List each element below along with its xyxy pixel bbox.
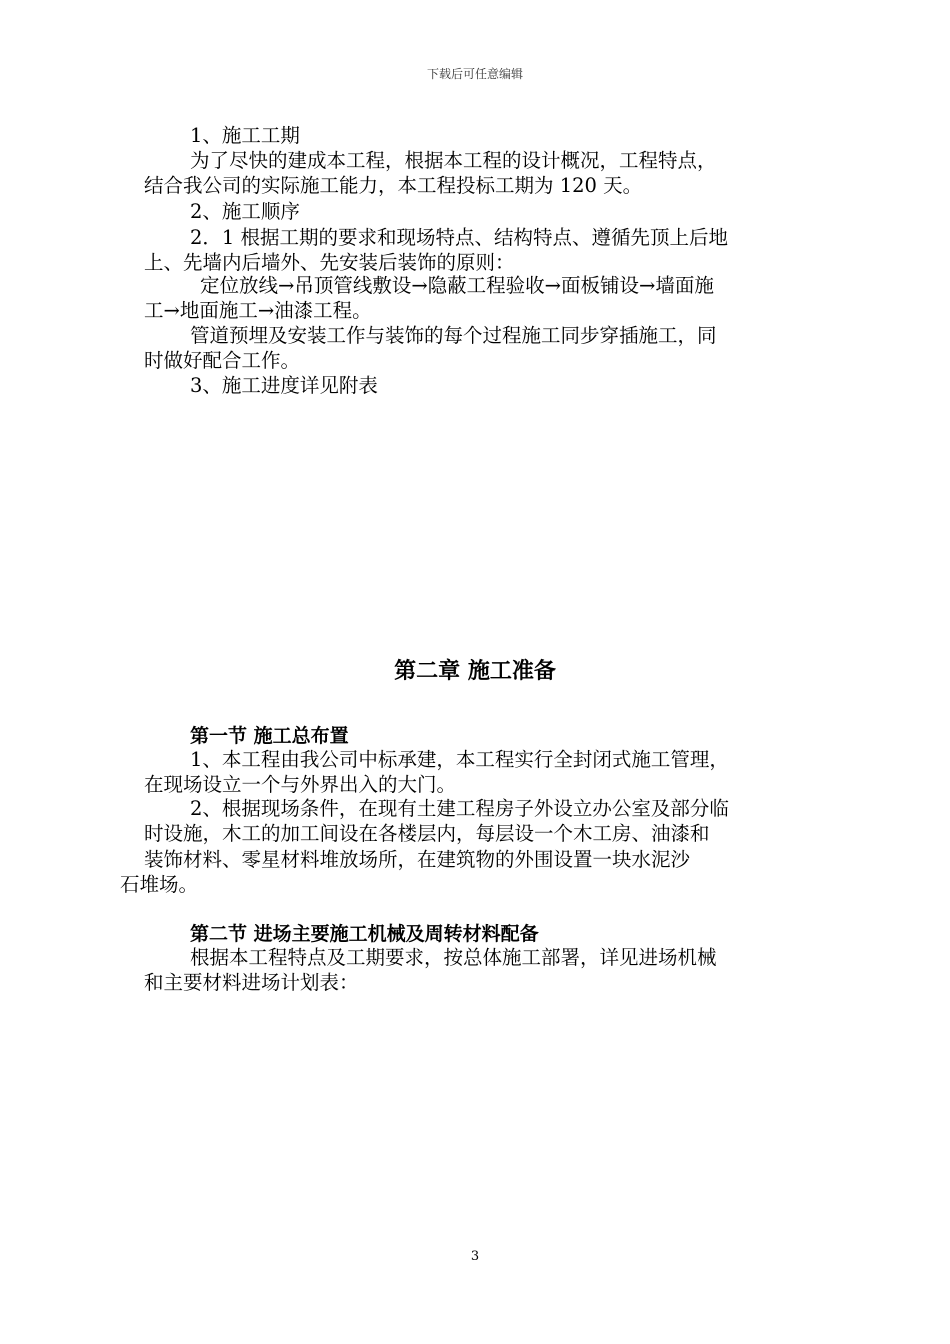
paragraph-line: 1、施工工期	[190, 124, 300, 147]
paragraph-line: 装饰材料、零星材料堆放场所，在建筑物的外围设置一块水泥沙	[144, 848, 691, 871]
page-number: 3	[470, 1249, 480, 1264]
paragraph-line: 在现场设立一个与外界出入的大门。	[144, 773, 457, 796]
paragraph-line: 为了尽快的建成本工程，根据本工程的设计概况，工程特点，	[190, 149, 717, 172]
paragraph-line: 时设施，木工的加工间设在各楼层内，每层设一个木工房、油漆和	[144, 822, 710, 845]
paragraph-line: 2、根据现场条件，在现有土建工程房子外设立办公室及部分临	[190, 797, 729, 820]
paragraph-line: 根据本工程特点及工期要求，按总体施工部署，详见进场机械	[190, 946, 717, 969]
paragraph-line: 3、施工进度详见附表	[190, 374, 378, 397]
paragraph-line: 定位放线→吊顶管线敷设→隐蔽工程验收→面板铺设→墙面施	[200, 274, 714, 297]
section-title: 第二节 进场主要施工机械及周转材料配备	[190, 923, 539, 945]
chapter-title: 第二章 施工准备	[394, 659, 556, 684]
paragraph-line: 2．1 根据工期的要求和现场特点、结构特点、遵循先顶上后地	[190, 226, 729, 249]
paragraph-line: 1、本工程由我公司中标承建，本工程实行全封闭式施工管理，	[190, 748, 729, 771]
paragraph-line: 时做好配合工作。	[144, 349, 301, 372]
section-title: 第一节 施工总布置	[190, 725, 349, 747]
paragraph-line: 上、先墙内后墙外、先安装后装饰的原则：	[144, 251, 515, 274]
paragraph-line: 管道预埋及安装工作与装饰的每个过程施工同步穿插施工，同	[190, 324, 717, 347]
paragraph-line: 结合我公司的实际施工能力，本工程投标工期为 120 天。	[144, 174, 643, 197]
paragraph-line: 工→地面施工→油漆工程。	[144, 299, 372, 322]
paragraph-line: 和主要材料进场计划表：	[144, 971, 359, 994]
header-note: 下载后可任意编辑	[426, 67, 523, 81]
paragraph-line: 石堆场。	[120, 873, 199, 896]
paragraph-line: 2、施工顺序	[190, 200, 300, 223]
